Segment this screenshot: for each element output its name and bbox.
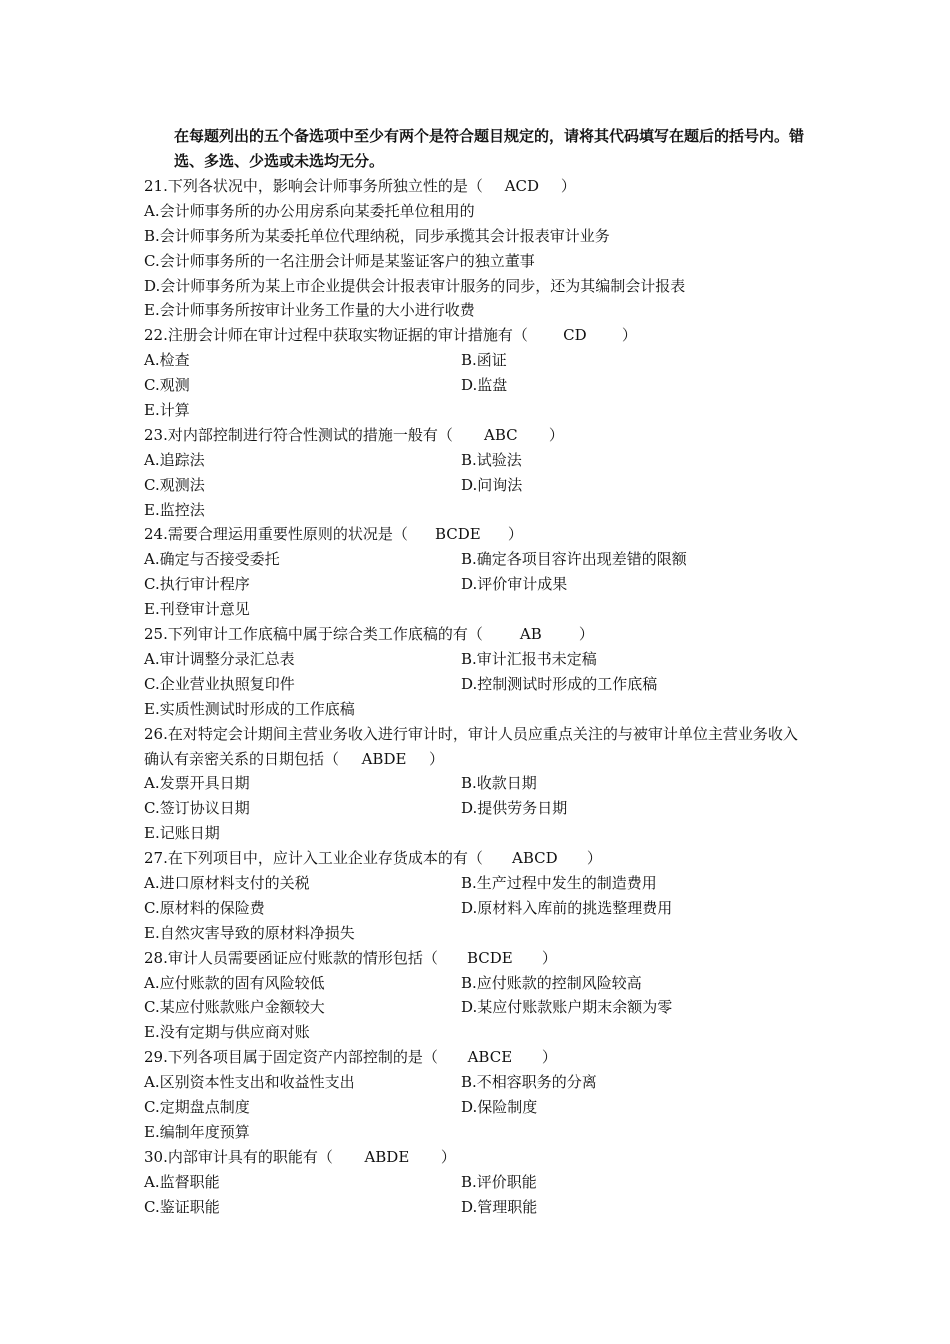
option-row (144, 771, 824, 796)
option-line: A.发票开具日期 (144, 774, 250, 793)
option-line: B.应付账款的控制风险较高 (461, 973, 642, 992)
option-line: C.观测 (144, 376, 190, 395)
answer-text: ABCE (467, 1048, 513, 1067)
question-stem: 26.在对特定会计期间主营业务收入进行审计时，审计人员应重点关注的与被审计单位主营业务收入确认有亲密关系的日期包括（ ABDE ） (144, 722, 809, 772)
option-line: C.企业营业执照复印件 (144, 674, 295, 693)
question-stem: 22.注册会计师在审计过程中获取实物证据的审计措施有（ CD ） (144, 323, 824, 348)
option-row (144, 448, 824, 473)
option-line: E.自然灾害导致的原材料净损失 (144, 923, 355, 942)
option-line: C.原材料的保险费 (144, 898, 265, 917)
option-line: B.生产过程中发生的制造费用 (461, 873, 657, 892)
question-stem: 24.需要合理运用重要性原则的状况是（ BCDE ） (144, 522, 824, 547)
question-stem: 23.对内部控制进行符合性测试的措施一般有（ ABC ） (144, 423, 824, 448)
question-stem: 29.下列各项目属于固定资产内部控制的是（ ABCE ） (144, 1045, 824, 1070)
answer-text: ABC (484, 425, 518, 444)
option-row (144, 1070, 824, 1095)
option-line: A.审计调整分录汇总表 (144, 649, 295, 668)
option-line: D.监盘 (461, 376, 508, 395)
option-line: A.会计师事务所的办公用房系向某委托单位租用的 (144, 201, 475, 220)
option-row (144, 572, 824, 597)
option-line: B.审计汇报书未定稿 (461, 649, 597, 668)
option-line: C.观测法 (144, 475, 205, 494)
option-row (144, 1095, 824, 1120)
option-row (144, 473, 824, 498)
answer-text: ABCD (512, 849, 558, 868)
option-line: D.管理职能 (461, 1197, 538, 1216)
option-line: A.确定与否接受委托 (144, 550, 280, 569)
option-line: D.问询法 (461, 475, 523, 494)
option-row (144, 547, 824, 572)
exam-page (144, 124, 824, 1219)
option-line: C.会计师事务所的一名注册会计师是某鉴证客户的独立董事 (144, 251, 535, 270)
option-row (144, 796, 824, 821)
option-row (144, 373, 824, 398)
option-row (144, 896, 824, 921)
option-line: C.签订协议日期 (144, 799, 250, 818)
option-line: D.某应付账款账户期末余额为零 (461, 998, 673, 1017)
question-stem: 28.审计人员需要函证应付账款的情形包括（ BCDE ） (144, 946, 824, 971)
option-line: A.进口原材料支付的关税 (144, 873, 310, 892)
answer-text: AB (519, 625, 542, 644)
option-line: D.会计师事务所为某上市企业提供会计报表审计服务的同步，还为其编制会计报表 (144, 276, 686, 295)
option-line: A.监督职能 (144, 1172, 220, 1191)
option-line: B.会计师事务所为某委托单位代理纳税，同步承揽其会计报表审计业务 (144, 226, 610, 245)
option-line: E.会计师事务所按审计业务工作量的大小进行收费 (144, 301, 475, 320)
option-line: B.收款日期 (461, 774, 537, 793)
question-stem: 30.内部审计具有的职能有（ ABDE ） (144, 1145, 824, 1170)
option-line: B.试验法 (461, 450, 522, 469)
option-line: B.不相容职务的分离 (461, 1073, 597, 1092)
option-line: D.提供劳务日期 (461, 799, 568, 818)
answer-text: BCDE (434, 525, 481, 544)
option-row (144, 672, 824, 697)
answer-text: ABDE (364, 1147, 410, 1166)
option-line: E.记账日期 (144, 824, 220, 843)
option-line: B.评价职能 (461, 1172, 537, 1191)
option-line: C.鉴证职能 (144, 1197, 220, 1216)
option-row (144, 971, 824, 996)
answer-text: BCDE (466, 948, 513, 967)
option-line: C.定期盘点制度 (144, 1097, 250, 1116)
option-row (144, 871, 824, 896)
option-row (144, 348, 824, 373)
option-row (144, 1170, 824, 1195)
answer-text: CD (563, 326, 587, 345)
question-stem: 27.在下列项目中，应计入工业企业存货成本的有（ ABCD ） (144, 846, 824, 871)
option-line: E.编制年度预算 (144, 1122, 250, 1141)
option-line: D.控制测试时形成的工作底稿 (461, 674, 658, 693)
option-line: A.区别资本性支出和收益性支出 (144, 1073, 355, 1092)
option-line: E.刊登审计意见 (144, 600, 250, 619)
option-line: A.追踪法 (144, 450, 205, 469)
option-line: E.实质性测试时形成的工作底稿 (144, 699, 355, 718)
option-line: D.评价审计成果 (461, 575, 568, 594)
option-row (144, 647, 824, 672)
option-line: C.执行审计程序 (144, 575, 250, 594)
option-line: D.原材料入库前的挑选整理费用 (461, 898, 673, 917)
option-line: E.计算 (144, 401, 190, 420)
option-line: A.应付账款的固有风险较低 (144, 973, 325, 992)
question-stem: 21.下列各状况中，影响会计师事务所独立性的是（ ACD ） (144, 174, 824, 199)
option-line: C.某应付账款账户金额较大 (144, 998, 325, 1017)
option-line: E.监控法 (144, 500, 205, 519)
option-row (144, 1195, 824, 1220)
option-line: B.确定各项目容许出现差错的限额 (461, 550, 687, 569)
instruction-text: 在每题列出的五个备选项中至少有两个是符合题目规定的，请将其代码填写在题后的括号内。错选、多选、少选或未选均无分。 (174, 127, 805, 170)
answer-text: ACD (504, 177, 540, 195)
question-stem: 25.下列审计工作底稿中属于综合类工作底稿的有（ AB ） (144, 622, 824, 647)
option-line: A.检查 (144, 351, 190, 370)
option-row (144, 995, 824, 1020)
answer-text: ABDE (361, 749, 407, 768)
option-line: B.函证 (461, 351, 507, 370)
option-line: E.没有定期与供应商对账 (144, 1023, 310, 1042)
option-line: D.保险制度 (461, 1097, 538, 1116)
